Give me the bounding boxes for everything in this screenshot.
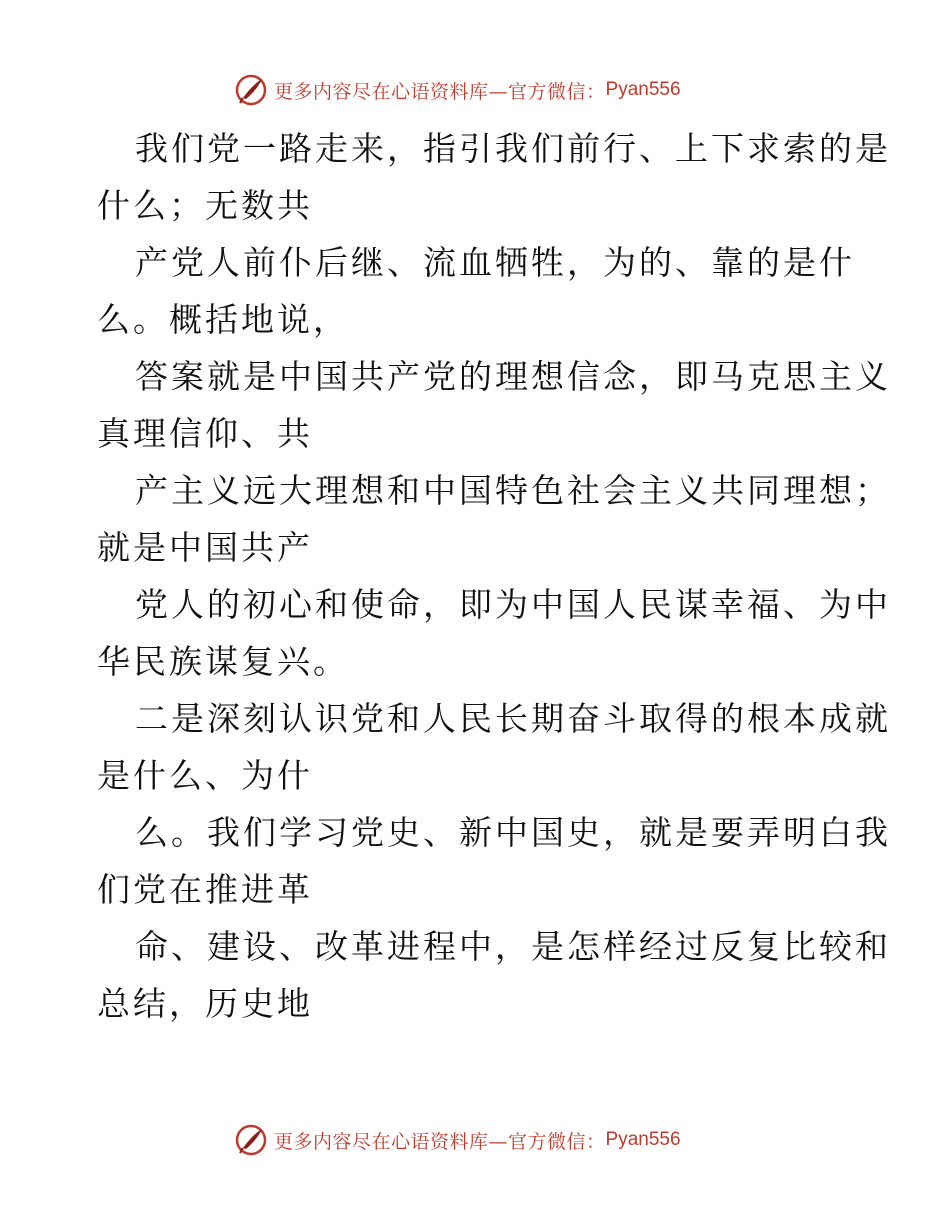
text-line: 党人的初心和使命，即为中国人民谋幸福、为中 [135,585,891,624]
text-line: 就是中国共产 [97,528,313,567]
watermark-wechat-id: Pyan556 [605,79,681,100]
text-line: 答案就是中国共产党的理想信念，即马克思主义 [135,357,891,396]
header-watermark [234,72,681,108]
text-line: 么。概括地说， [97,300,349,339]
feather-pen-logo-icon [234,1123,268,1157]
text-line: 么。我们学习党史、新中国史，就是要弄明白我 [135,813,891,852]
footer-watermark [234,1122,681,1158]
document-body [97,120,891,1032]
feather-pen-logo-icon [234,73,268,107]
text-line: 是什么、为什 [97,756,313,795]
text-line: 产主义远大理想和中国特色社会主义共同理想； [135,471,891,510]
text-line: 产党人前仆后继、流血牺牲，为的、靠的是什 [135,243,855,282]
text-line: 华民族谋复兴。 [97,642,349,681]
text-line: 什么；无数共 [97,186,313,225]
text-line: 二是深刻认识党和人民长期奋斗取得的根本成就 [135,699,891,738]
watermark-text: 更多内容尽在心语资料库—官方微信： [274,1130,606,1153]
text-line: 们党在推进革 [97,870,313,909]
watermark-wechat-id: Pyan556 [605,1129,681,1150]
watermark-text: 更多内容尽在心语资料库—官方微信： [274,80,606,103]
text-line: 真理信仰、共 [97,414,313,453]
text-line: 我们党一路走来，指引我们前行、上下求索的是 [135,129,891,168]
text-line: 总结，历史地 [97,984,313,1023]
text-line: 命、建设、改革进程中，是怎样经过反复比较和 [135,927,891,966]
